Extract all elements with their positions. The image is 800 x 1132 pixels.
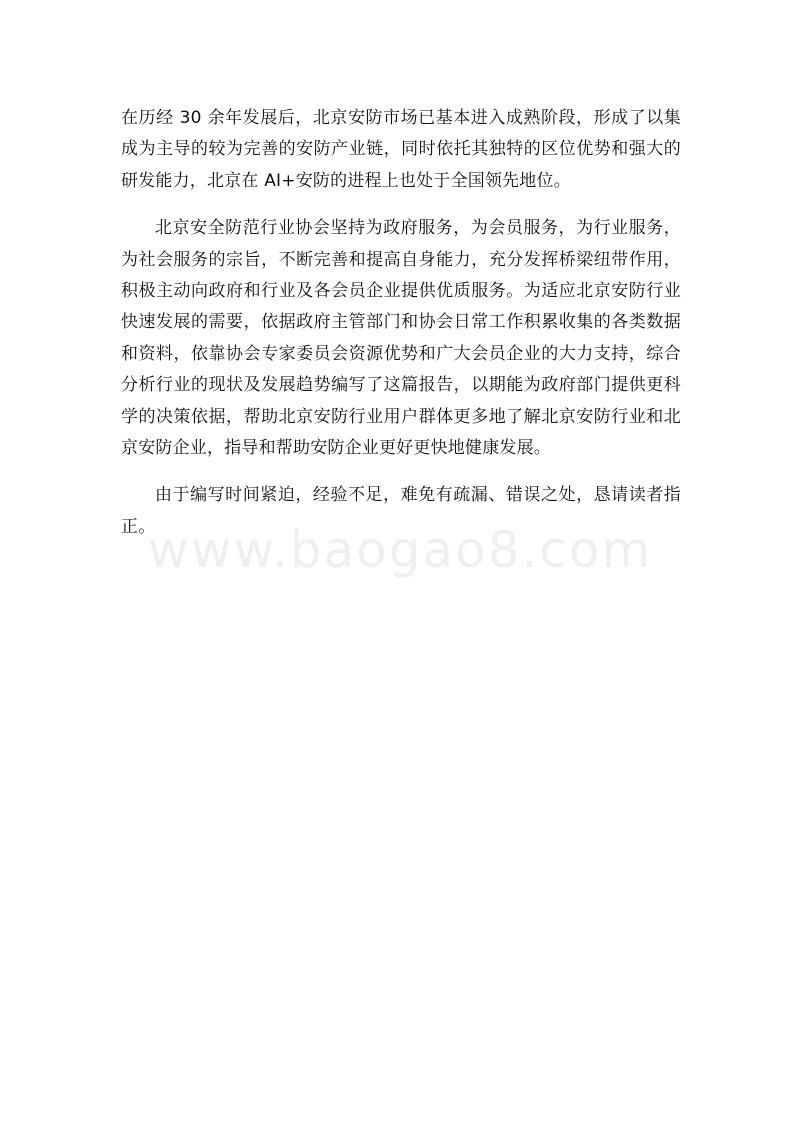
watermark: www.baogao8.com [147, 521, 653, 579]
paragraph-association: 北京安全防范行业协会坚持为政府服务，为会员服务，为行业服务，为社会服务的宗旨，不断完善和提高自身能力，充分发挥桥梁纽带作用，积极主动向政府和行业及各会员企业提供优质服务。为适应北京安防行业快速发展的需要，依据政府主管部门和协会日常工作积累收集的各类数据和资料，依靠协会专家委员会资源优势和广大会员企业的大力支持，综合分析行业的现状及发展趋势编写了这篇报告，以期能为政府部门提供更科学的决策依据，帮助北京安防行业用户群体更多地了解北京安防行业和北京安防企业，指导和帮助安防企业更好更快地健康发展。 [121, 218, 681, 459]
document-body [121, 103, 681, 543]
paragraph-closing: 由于编写时间紧迫，经验不足，难免有疏漏、错误之处，恳请读者指正。 [121, 485, 681, 537]
paragraph-intro: 在历经 30 余年发展后，北京安防市场已基本进入成熟阶段，形成了以集成为主导的较为完善的安防产业链，同时依托其独特的区位优势和强大的研发能力，北京在 AI+安防的进程上也处于全国领先地位。 [121, 108, 681, 191]
